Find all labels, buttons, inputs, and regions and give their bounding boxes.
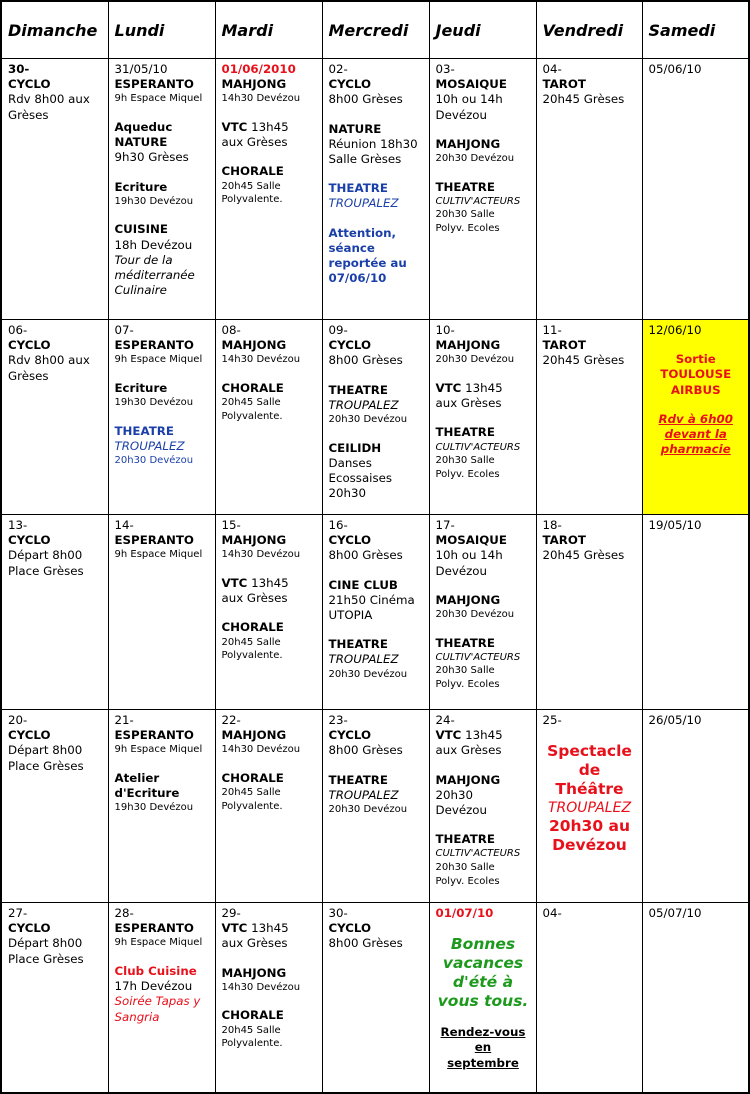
activity-detail: Devézou xyxy=(435,107,487,122)
activity-detail: 20h30 Devézou xyxy=(328,414,408,426)
activity-title: Ecriture xyxy=(114,179,168,194)
activity-detail: Devézou xyxy=(435,563,487,578)
activity-title: Ecriture xyxy=(114,381,168,395)
activity-detail: 20h30 Devézou xyxy=(435,609,515,621)
activity-detail: 9h Espace Miquel xyxy=(114,549,203,561)
activity-title: THEATRE xyxy=(328,382,388,397)
activity-detail: 20h45 Salle xyxy=(221,180,281,192)
activity-note: Culinaire xyxy=(114,283,167,298)
activity-title: CEILIDH xyxy=(328,440,382,455)
cell-date: 28- xyxy=(114,906,134,920)
cell-date: 06- xyxy=(8,323,28,337)
activity-detail: Polyvalente. xyxy=(221,1038,283,1050)
activity-title: ESPERANTO xyxy=(114,533,194,548)
closing-note: Rendez-vous xyxy=(440,1025,526,1040)
activity-detail: Départ 8h00 xyxy=(8,936,83,951)
activity-detail: 9h Espace Miquel xyxy=(114,354,203,366)
activity-title: THEATRE xyxy=(328,181,388,196)
activity-title: NATURE xyxy=(114,135,168,150)
header-row xyxy=(1,1,749,59)
activity-detail: 20h30 Devézou xyxy=(328,668,408,680)
day-cell xyxy=(429,710,536,903)
activity-title: d'Ecriture xyxy=(114,786,180,801)
activity-detail: 9h30 Grèses xyxy=(114,150,189,165)
event-title: Spectacle xyxy=(547,742,632,761)
activity-title: CINE CLUB xyxy=(328,577,398,592)
activity-title: VTC xyxy=(221,576,248,590)
cell-date: 26/05/10 xyxy=(648,713,702,727)
activity-title: THEATRE xyxy=(435,425,495,440)
activity-note: Sangria xyxy=(114,1009,160,1024)
day-cell xyxy=(536,320,642,515)
cell-date: 07- xyxy=(114,323,134,337)
activity-detail: 14h30 Devézou xyxy=(221,981,301,993)
activity-detail: 20h45 Grèses xyxy=(542,353,625,368)
activity-title: THEATRE xyxy=(328,637,388,652)
activity-note: TROUPALEZ xyxy=(328,787,399,802)
activity-title: MAHJONG xyxy=(221,728,287,743)
activity-title: VTC xyxy=(435,728,462,743)
notice-text: Attention, xyxy=(328,225,396,240)
activity-title: CYCLO xyxy=(8,77,51,92)
activity-detail: 14h30 Devézou xyxy=(221,93,301,105)
activity-detail: aux Grèses xyxy=(221,591,288,606)
day-cell xyxy=(429,515,536,710)
activity-note: CULTIV'ACTEURS xyxy=(435,195,521,207)
cell-date: 18- xyxy=(542,518,562,532)
day-header-dimanche: Dimanche xyxy=(1,1,108,59)
activity-title: THEATRE xyxy=(435,832,495,847)
activity-note: CULTIV'ACTEURS xyxy=(435,848,521,860)
activity-detail: 18h Devézou xyxy=(114,237,193,252)
activity-title: Club Cuisine xyxy=(114,964,197,978)
activity-detail: Polyv. Ecoles xyxy=(435,875,500,887)
week-row-1 xyxy=(1,59,749,320)
notice-text: reportée au xyxy=(328,256,407,271)
activity-time: 13h45 xyxy=(247,120,289,134)
cell-date: 20- xyxy=(8,713,28,727)
cell-date: 31/05/10 xyxy=(114,62,168,76)
activity-detail: 19h30 Devézou xyxy=(114,397,194,409)
day-cell xyxy=(215,710,322,903)
day-cell xyxy=(108,320,215,515)
activity-detail: Polyv. Ecoles xyxy=(435,679,500,690)
activity-detail: 10h ou 14h xyxy=(435,548,503,563)
activity-detail: 10h ou 14h xyxy=(435,92,503,107)
day-cell xyxy=(642,59,749,320)
week-row-2 xyxy=(1,320,749,515)
activity-title: VTC xyxy=(221,921,248,936)
activity-detail: 8h00 Grèses xyxy=(328,743,403,758)
activity-detail: 14h30 Devézou xyxy=(221,744,301,756)
activity-detail: Devézou xyxy=(435,803,487,818)
cell-date: 30- xyxy=(328,906,348,920)
activity-detail: Place Grèses xyxy=(8,563,84,578)
cell-date: 04- xyxy=(542,62,562,76)
activity-note: TROUPALEZ xyxy=(328,397,399,412)
activity-title: MAHJONG xyxy=(221,533,287,548)
activity-title: MAHJONG xyxy=(221,338,287,353)
cell-date: 30- xyxy=(8,62,30,76)
activity-title: CYCLO xyxy=(328,77,372,92)
day-cell xyxy=(642,515,749,710)
activity-time: 13h45 xyxy=(461,381,503,395)
week-row-5 xyxy=(1,903,749,1093)
activity-detail: aux Grèses xyxy=(435,743,502,758)
activity-detail: Polyvalente. xyxy=(221,800,283,812)
activity-title: THEATRE xyxy=(114,423,174,438)
cell-date: 14- xyxy=(114,518,134,532)
activity-title: CYCLO xyxy=(8,921,51,936)
activity-title: MAHJONG xyxy=(221,965,287,980)
event-title: Devézou xyxy=(552,836,627,855)
activity-title: CUISINE xyxy=(114,222,168,237)
activity-title: CHORALE xyxy=(221,1008,284,1023)
activity-detail: 20h30 Devézou xyxy=(435,153,515,165)
event-title: TOULOUSE xyxy=(660,367,732,382)
activity-note: TROUPALEZ xyxy=(114,439,185,453)
activity-detail: aux Grèses xyxy=(435,396,502,411)
activity-title: MAHJONG xyxy=(221,77,287,92)
activity-note: TROUPALEZ xyxy=(328,196,399,211)
activity-note: TROUPALEZ xyxy=(328,652,399,667)
cell-date: 29- xyxy=(221,906,241,920)
activity-title: NATURE xyxy=(328,121,382,136)
greeting-text: Bonnes xyxy=(450,935,516,954)
activity-note: méditerranée xyxy=(114,268,195,283)
activity-detail: 20h30 Salle xyxy=(435,455,495,467)
cell-date: 11- xyxy=(542,323,562,337)
event-title: AIRBUS xyxy=(670,382,721,397)
cell-date: 24- xyxy=(435,713,455,727)
day-cell xyxy=(322,320,429,515)
activity-detail: Ecossaises xyxy=(328,471,393,486)
day-header-samedi: Samedi xyxy=(642,1,749,59)
activity-detail: Départ 8h00 xyxy=(8,743,83,758)
event-title: 20h30 au xyxy=(548,817,631,836)
activity-title: ESPERANTO xyxy=(114,338,194,353)
event-note: Rdv à 6h00 xyxy=(658,411,733,426)
day-header-lundi: Lundi xyxy=(108,1,215,59)
cell-date: 01/06/2010 xyxy=(221,62,296,76)
activity-title: TAROT xyxy=(542,338,586,353)
activity-detail: 14h30 Devézou xyxy=(221,354,301,366)
activity-detail: aux Grèses xyxy=(221,135,288,150)
cell-date: 03- xyxy=(435,62,455,76)
activity-detail: Salle Grèses xyxy=(328,152,402,167)
highlighted-day-cell xyxy=(642,320,749,515)
day-cell xyxy=(215,515,322,710)
activity-detail: Polyvalente. xyxy=(221,410,283,422)
activity-title: MAHJONG xyxy=(435,592,501,607)
activity-note: Soirée Tapas y xyxy=(114,994,201,1009)
activity-title: THEATRE xyxy=(435,179,495,194)
activity-title: CYCLO xyxy=(8,338,51,353)
cell-date: 02- xyxy=(328,62,348,76)
day-cell xyxy=(536,710,642,903)
activity-title: MAHJONG xyxy=(435,772,501,787)
day-cell xyxy=(1,320,108,515)
cell-date: 25- xyxy=(542,713,562,727)
day-cell xyxy=(642,903,749,1093)
day-cell xyxy=(1,515,108,710)
day-cell xyxy=(1,710,108,903)
activity-title: THEATRE xyxy=(435,635,495,650)
activity-detail: 20h45 Salle xyxy=(221,787,281,799)
cell-date: 22- xyxy=(221,713,241,727)
activity-detail: Place Grèses xyxy=(8,758,84,773)
activity-title: ESPERANTO xyxy=(114,728,194,743)
activity-title: MAHJONG xyxy=(435,338,501,353)
activity-title: ESPERANTO xyxy=(114,921,194,936)
day-cell xyxy=(108,59,215,320)
cell-date: 10- xyxy=(435,323,455,337)
activity-detail: 20h30 Salle xyxy=(435,862,495,874)
activity-title: TAROT xyxy=(542,533,586,548)
event-title: Sortie xyxy=(675,352,716,367)
activity-detail: Polyvalente. xyxy=(221,194,283,206)
day-cell xyxy=(322,903,429,1093)
activity-detail: 17h Devézou xyxy=(114,979,193,994)
week-row-4 xyxy=(1,710,749,903)
day-cell xyxy=(536,903,642,1093)
activity-title: VTC xyxy=(221,120,248,134)
day-cell xyxy=(108,515,215,710)
activity-detail: 20h45 Salle xyxy=(221,1024,281,1036)
day-cell xyxy=(536,59,642,320)
activity-title: VTC xyxy=(435,381,462,395)
activity-detail: aux Grèses xyxy=(221,936,288,951)
day-cell xyxy=(1,59,108,320)
cell-date: 23- xyxy=(328,713,348,727)
cell-date: 08- xyxy=(221,323,241,337)
activity-detail: 20h30 Salle xyxy=(435,665,495,677)
week-row-3 xyxy=(1,515,749,710)
event-title: de Théâtre xyxy=(555,761,624,799)
day-cell xyxy=(322,515,429,710)
activity-detail: 20h45 Grèses xyxy=(542,548,625,563)
activity-detail: UTOPIA xyxy=(328,608,373,623)
activity-detail: Polyvalente. xyxy=(221,650,283,662)
activity-title: CHORALE xyxy=(221,771,284,785)
activity-title: CHORALE xyxy=(221,164,284,179)
activity-title: CYCLO xyxy=(328,533,372,548)
day-cell xyxy=(536,515,642,710)
event-note: devant la xyxy=(664,427,727,442)
day-cell xyxy=(215,903,322,1093)
day-cell xyxy=(108,903,215,1093)
cell-date: 16- xyxy=(328,518,348,532)
closing-note: septembre xyxy=(447,1055,519,1070)
notice-text: 07/06/10 xyxy=(328,271,387,286)
activity-title: Atelier xyxy=(114,771,160,785)
activity-detail: Polyv. Ecoles xyxy=(435,468,500,480)
day-cell xyxy=(322,710,429,903)
activity-detail: 9h Espace Miquel xyxy=(114,93,203,105)
activity-title: ESPERANTO xyxy=(114,77,194,92)
activity-detail: Place Grèses xyxy=(8,951,84,966)
activity-detail: Départ 8h00 xyxy=(8,548,83,563)
event-note: TROUPALEZ xyxy=(547,800,632,817)
activity-time: 13h45 xyxy=(247,921,289,936)
activity-detail: 20h45 Grèses xyxy=(542,92,625,107)
day-cell xyxy=(108,710,215,903)
activity-detail: Grèses xyxy=(8,368,49,383)
cell-date: 04- xyxy=(542,906,562,920)
day-header-mardi: Mardi xyxy=(215,1,322,59)
cell-date: 19/05/10 xyxy=(648,518,702,532)
activity-detail: 20h30 Salle xyxy=(435,209,495,221)
day-header-mercredi: Mercredi xyxy=(322,1,429,59)
activity-title: CYCLO xyxy=(8,533,51,548)
activity-title: MOSAIQUE xyxy=(435,77,507,92)
activity-detail: Réunion 18h30 xyxy=(328,136,418,151)
activity-detail: 20h30 Devézou xyxy=(114,455,194,467)
activity-detail: 8h00 Grèses xyxy=(328,92,403,107)
day-cell xyxy=(322,59,429,320)
activity-title: CYCLO xyxy=(328,921,372,936)
activity-detail: 9h Espace Miquel xyxy=(114,744,203,756)
day-cell xyxy=(215,59,322,320)
cell-date: 21- xyxy=(114,713,134,727)
activity-note: CULTIV'ACTEURS xyxy=(435,441,521,453)
activity-detail: 8h00 Grèses xyxy=(328,548,403,563)
closing-note: en xyxy=(474,1040,492,1055)
day-cell xyxy=(429,59,536,320)
activity-detail: Rdv 8h00 aux xyxy=(8,92,90,107)
activity-detail: 20h45 Salle xyxy=(221,397,281,409)
day-cell xyxy=(429,320,536,515)
day-cell xyxy=(429,903,536,1093)
activity-detail: 9h Espace Miquel xyxy=(114,937,203,949)
cell-date: 27- xyxy=(8,906,28,920)
cell-date: 09- xyxy=(328,323,348,337)
greeting-text: vacances xyxy=(442,954,524,973)
activity-title: Aqueduc xyxy=(114,120,173,134)
activity-title: MAHJONG xyxy=(435,136,501,151)
activity-time: 13h45 xyxy=(247,576,289,590)
activity-detail: 20h30 xyxy=(435,787,473,802)
activity-note: CULTIV'ACTEURS xyxy=(435,651,521,663)
greeting-text: vous tous. xyxy=(437,992,529,1011)
activity-detail: 8h00 Grèses xyxy=(328,936,403,951)
activity-title: TAROT xyxy=(542,77,586,92)
activity-detail: 21h50 Cinéma xyxy=(328,592,415,607)
notice-text: séance xyxy=(328,240,375,255)
activity-detail: 20h30 Devézou xyxy=(328,804,408,816)
activity-title: CHORALE xyxy=(221,381,284,395)
cell-date: 12/06/10 xyxy=(648,323,702,337)
activity-title: CYCLO xyxy=(8,728,51,743)
activity-title: CHORALE xyxy=(221,620,284,635)
day-cell xyxy=(215,320,322,515)
day-header-jeudi: Jeudi xyxy=(429,1,536,59)
activity-title: CYCLO xyxy=(328,728,372,743)
activity-detail: Danses xyxy=(328,455,372,470)
day-cell xyxy=(1,903,108,1093)
cell-date: 17- xyxy=(435,518,455,532)
activity-detail: 8h00 Grèses xyxy=(328,353,403,368)
activity-detail: Grèses xyxy=(8,107,49,122)
activity-detail: 14h30 Devézou xyxy=(221,549,301,561)
activity-note: Tour de la xyxy=(114,252,173,267)
activity-detail: 20h30 xyxy=(328,486,366,501)
cell-date: 05/07/10 xyxy=(648,906,702,920)
activity-detail: 20h45 Salle xyxy=(221,636,281,648)
cell-date: 05/06/10 xyxy=(648,62,702,76)
event-note: pharmacie xyxy=(660,442,731,457)
cell-date: 01/07/10 xyxy=(435,906,494,920)
cell-date: 15- xyxy=(221,518,241,532)
activity-title: THEATRE xyxy=(328,772,388,787)
activity-time: 13h45 xyxy=(461,728,503,743)
activity-detail: 19h30 Devézou xyxy=(114,195,194,207)
activity-detail: Rdv 8h00 aux xyxy=(8,353,90,368)
activity-detail: 20h30 Devézou xyxy=(435,354,515,366)
activity-detail: Polyv. Ecoles xyxy=(435,223,500,234)
activity-title: CYCLO xyxy=(328,338,372,353)
cell-date: 13- xyxy=(8,518,28,532)
day-cell xyxy=(642,710,749,903)
activity-detail: 19h30 Devézou xyxy=(114,802,194,814)
day-header-vendredi: Vendredi xyxy=(536,1,642,59)
activity-title: MOSAIQUE xyxy=(435,533,507,548)
greeting-text: d'été à xyxy=(452,973,514,992)
